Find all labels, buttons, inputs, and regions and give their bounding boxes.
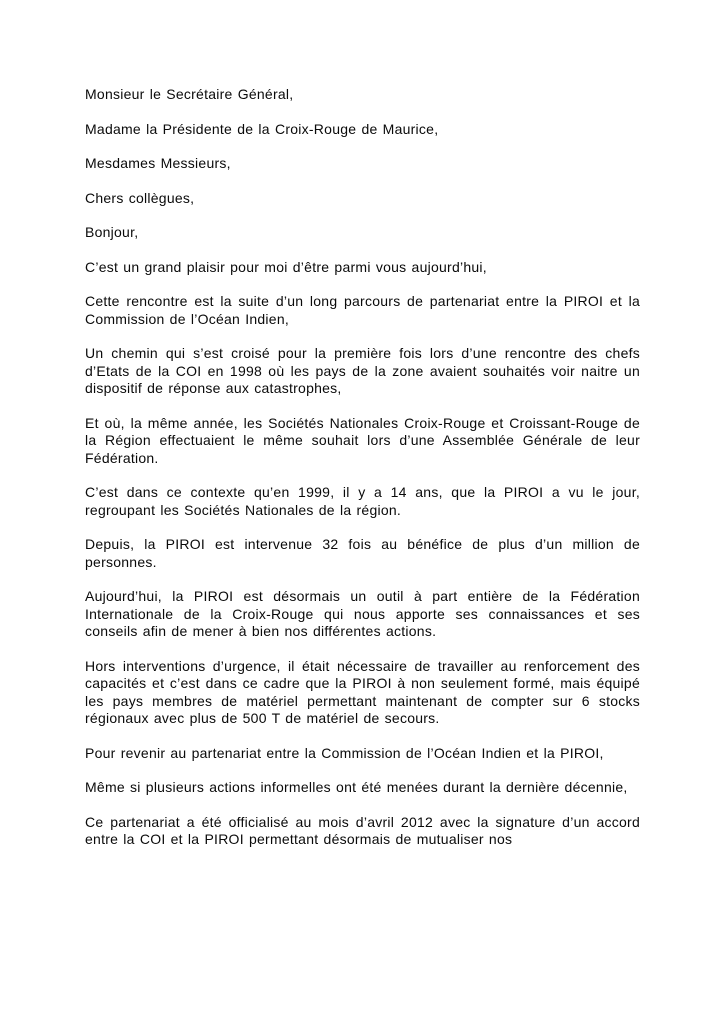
- paragraph-officialise-2012: Ce partenariat a été officialisé au mois d’avril 2012 avec la signature d’un accord entre la COI et la PIROI permettant désormais de mutualiser nos: [85, 813, 640, 847]
- paragraph-revenir-partenariat: Pour revenir au partenariat entre la Commission de l’Océan Indien et la PIROI,: [85, 744, 604, 761]
- paragraph-societes-nationales: Et où, la même année, les Sociétés Nationales Croix-Rouge et Croissant-Rouge de la Région effectuaient le même souhait lors d’une Assemblée Générale de leur Fédération.: [85, 414, 640, 466]
- paragraph-chemin-1998: Un chemin qui s’est croisé pour la première fois lors d’une rencontre des chefs d’Etats de la COI en 1998 où les pays de la zone avaient souhaités voir naitre un dispositif de réponse aux catastrophes,: [85, 345, 640, 396]
- paragraph-actions-informelles: Même si plusieurs actions informelles ont été menées durant la dernière décennie,: [85, 779, 628, 795]
- salutation-bonjour: Bonjour,: [85, 224, 139, 240]
- paragraph-rencontre-partenariat: Cette rencontre est la suite d’un long parcours de partenariat entre la PIROI et la Commission de l’Océan Indien,: [85, 293, 640, 327]
- salutation-chers-collegues: Chers collègues,: [85, 189, 195, 206]
- paragraph-plaisir: C’est un grand plaisir pour moi d’être parmi vous aujourd’hui,: [85, 258, 487, 275]
- salutation-secretaire-general: Monsieur le Secrétaire Général,: [85, 86, 294, 102]
- paragraph-contexte-1999: C’est dans ce contexte qu’en 1999, il y a 14 ans, que la PIROI a vu le jour, regroupant les Sociétés Nationales de la région.: [85, 484, 640, 518]
- salutation-mesdames-messieurs: Mesdames Messieurs,: [85, 155, 231, 171]
- paragraph-interventions-32-fois: Depuis, la PIROI est intervenue 32 fois au bénéfice de plus d’un million de personnes.: [85, 536, 640, 570]
- paragraph-renforcement-capacites: Hors interventions d’urgence, il était nécessaire de travailler au renforcement des capacités et c’est dans ce cadre que la PIROI à non seulement formé, mais équipé les pays membres de matériel permettant maintenant de compter sur 6 stocks régionaux avec plus de 500 T de matériel de secours.: [85, 657, 640, 726]
- salutation-presidente-croix-rouge: Madame la Présidente de la Croix-Rouge de Maurice,: [85, 120, 439, 137]
- paragraph-outil-federation: Aujourd’hui, la PIROI est désormais un outil à part entière de la Fédération Internationale de la Croix-Rouge qui nous apporte ses connaissances et ses conseils afin de mener à bien nos différentes actions.: [85, 588, 640, 639]
